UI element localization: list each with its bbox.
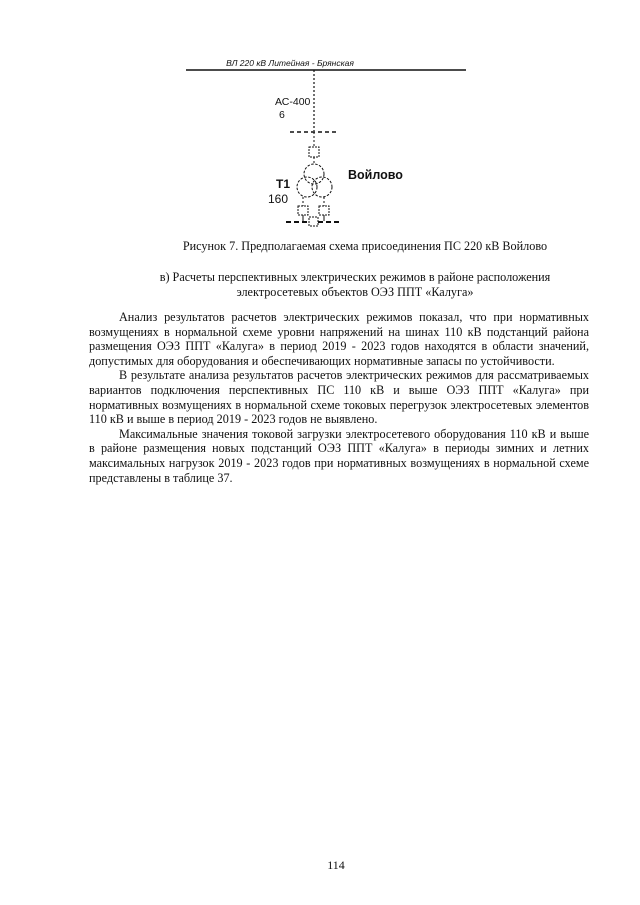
substation-connection-diagram xyxy=(0,0,640,235)
breaker-220kv xyxy=(309,147,319,157)
figure-caption: Рисунок 7. Предполагаемая схема присоединения ПС 220 кВ Войлово xyxy=(182,239,548,253)
transformer-rating: 160 xyxy=(268,192,289,206)
page-number: 114 xyxy=(327,858,345,872)
cable-label: АС-400 xyxy=(275,96,311,108)
paragraph: Максимальные значения токовой загрузки электросетевого оборудования 110 кВ и выше в районе размещения новых подстанций ОЭЗ ППТ «Калуга» в периоды зимних и летних максимальных нагрузок 2019 - 2023 годов при нормативных возмущениях в нормальной схеме представлены в таблице 37. xyxy=(89,426,589,485)
line-label: ВЛ 220 кВ Литейная - Брянская xyxy=(226,58,354,68)
body-text xyxy=(89,310,589,485)
paragraph: В результате анализа результатов расчетов электрических режимов для рассматриваемых вариантов подключения перспективных ПС 110 кВ и выше ОЭЗ ППТ «Калуга» при нормативных возмущениях в нормальной схеме токовых перегрузок электросетевых элементов 110 кВ и выше в период 2019 - 2023 годов не выявлено. xyxy=(89,368,589,427)
section-title-line-2: электросетевых объектов ОЭЗ ППТ «Калуга» xyxy=(236,285,474,299)
cable-count-label: 6 xyxy=(279,109,285,121)
bus-section-breaker xyxy=(309,217,318,226)
section-title xyxy=(120,270,590,300)
transformer-winding-lv1 xyxy=(297,177,317,197)
paragraph: Анализ результатов расчетов электрических режимов показал, что при нормативных возмущениях в нормальной схеме уровни напряжений на шинах 110 кВ подстанций района размещения ОЭЗ ППТ «Калуга» в период 2019 - 2023 годов находятся в области значений, допустимых для оборудования и обеспечивающих нормативные запасы по устойчивости. xyxy=(89,310,589,368)
transformer-name: Т1 xyxy=(276,177,291,191)
substation-name: Войлово xyxy=(348,168,403,182)
breaker-lv-right xyxy=(319,206,329,215)
section-title-line-1: в) Расчеты перспективных электрических режимов в районе расположения xyxy=(159,270,551,284)
breaker-lv-left xyxy=(298,206,308,215)
